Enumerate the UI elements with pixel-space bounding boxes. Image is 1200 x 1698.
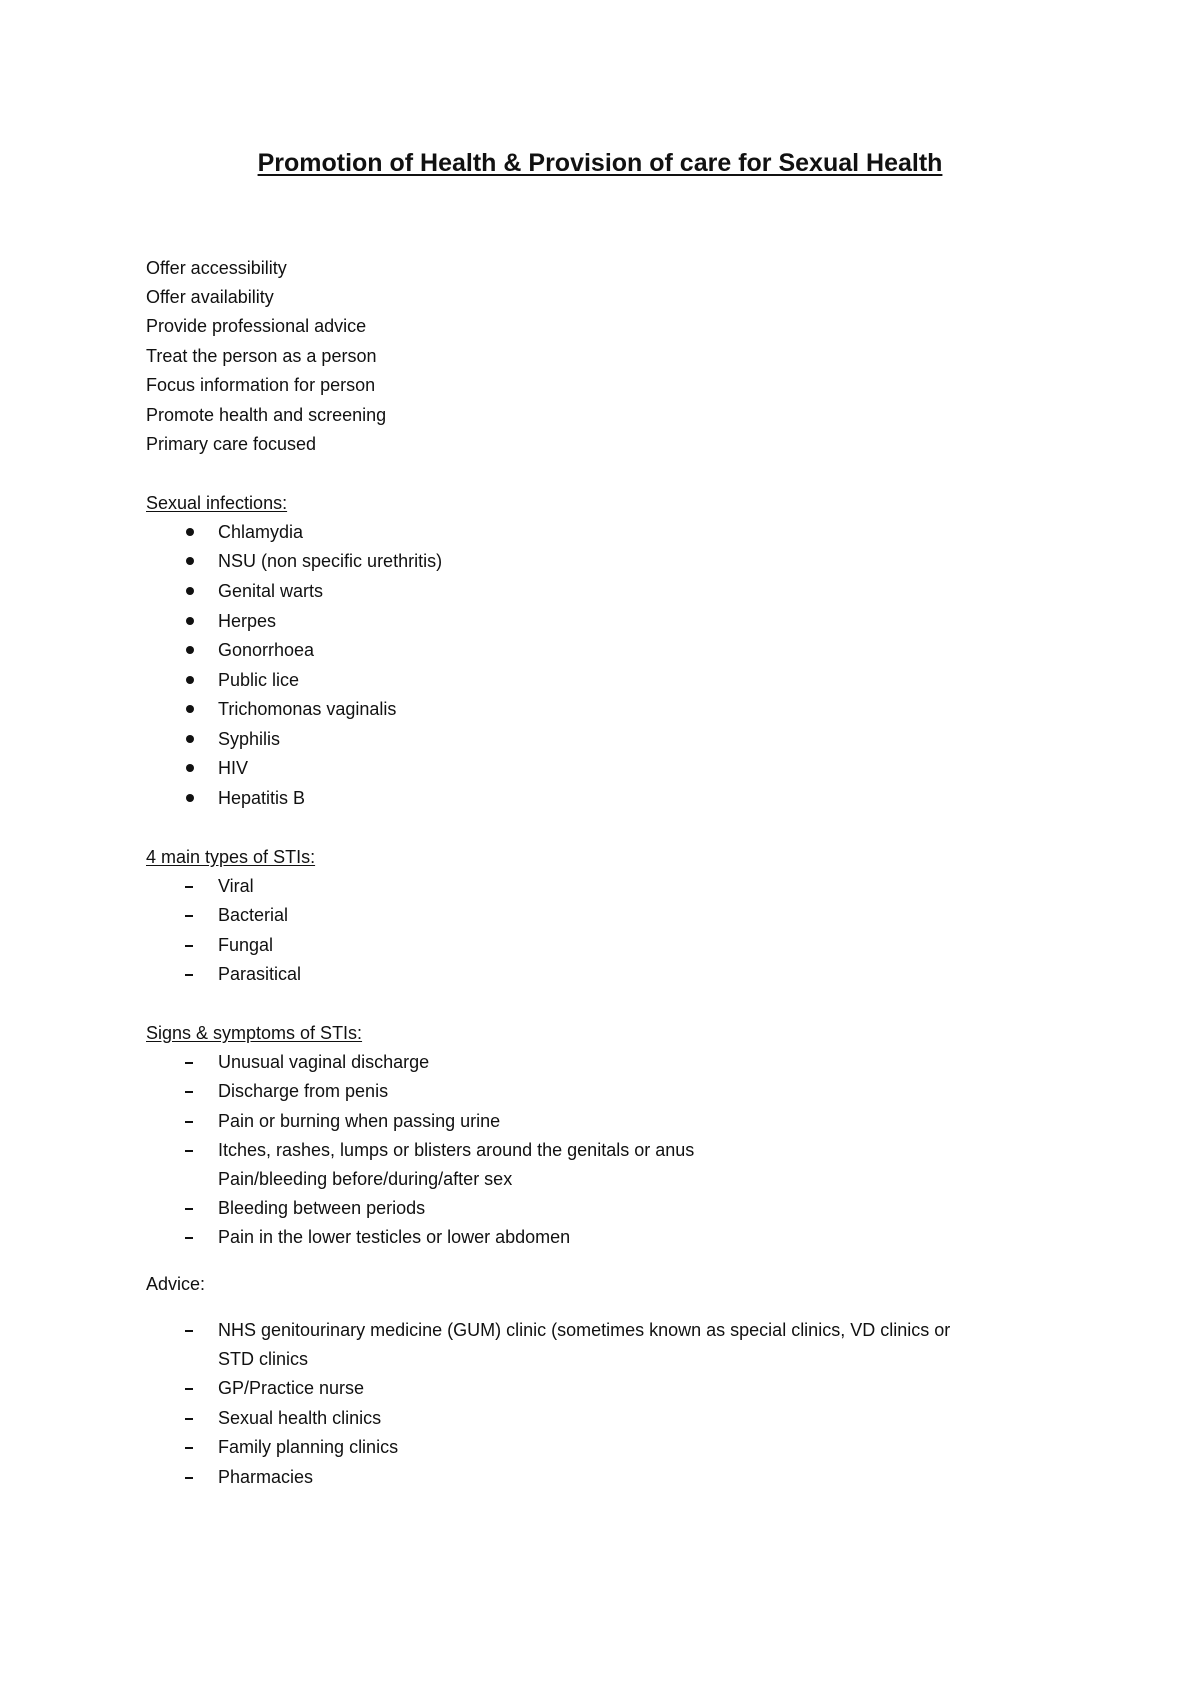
list-item: Pain/bleeding before/during/after sex [218,1169,513,1189]
dash-icon [185,1447,193,1449]
list-item: STD clinics [218,1349,309,1369]
dash-icon [185,915,193,917]
dash-icon [185,1091,193,1093]
dash-icon [185,1062,193,1064]
list-item: Trichomonas vaginalis [218,699,397,719]
list-item: Parasitical [218,964,302,984]
bullet-icon [186,587,194,595]
dash-icon [185,1150,193,1152]
list-item: Discharge from penis [218,1081,389,1101]
dash-icon [185,1330,193,1332]
section-heading-signs-symptoms: Signs & symptoms of STIs: [146,1023,363,1043]
list-item: Hepatitis B [218,788,306,808]
list-item: Sexual health clinics [218,1408,382,1428]
bullet-icon [186,528,194,536]
section-heading-sti-types: 4 main types of STIs: [146,847,316,867]
intro-line: Focus information for person [146,375,376,395]
dash-icon [185,1121,193,1123]
dash-icon [185,1477,193,1479]
document-title: Promotion of Health & Provision of care for Sexual Health [257,149,943,177]
bullet-icon [186,764,194,772]
list-item: Gonorrhoea [218,640,315,660]
intro-line: Offer accessibility [146,258,287,278]
list-item: NHS genitourinary medicine (GUM) clinic (sometimes known as special clinics, VD clinics or [218,1320,951,1340]
list-item: NSU (non specific urethritis) [218,551,443,571]
list-item: Pain or burning when passing urine [218,1111,501,1131]
list-item: Chlamydia [218,522,304,542]
intro-line: Offer availability [146,287,274,307]
list-item: Herpes [218,611,277,631]
bullet-icon [186,617,194,625]
dash-icon [185,1388,193,1390]
list-item: HIV [218,758,249,778]
list-item: Pain in the lower testicles or lower abdomen [218,1227,571,1247]
list-item: Family planning clinics [218,1437,399,1457]
list-item: Fungal [218,935,274,955]
dash-icon [185,886,193,888]
list-item: Itches, rashes, lumps or blisters around the genitals or anus [218,1140,695,1160]
intro-line: Primary care focused [146,434,317,454]
list-item: Syphilis [218,729,281,749]
dash-icon [185,974,193,976]
bullet-icon [186,676,194,684]
list-item: Bleeding between periods [218,1198,426,1218]
bullet-icon [186,735,194,743]
bullet-icon [186,646,194,654]
list-item: Public lice [218,670,300,690]
bullet-icon [186,794,194,802]
list-item: Genital warts [218,581,324,601]
dash-icon [185,1208,193,1210]
bullet-icon [186,557,194,565]
list-item: Bacterial [218,905,289,925]
section-heading-sexual-infections: Sexual infections: [146,493,288,513]
intro-line: Promote health and screening [146,405,387,425]
intro-line: Treat the person as a person [146,346,377,366]
list-item: Pharmacies [218,1467,314,1487]
list-item: GP/Practice nurse [218,1378,365,1398]
intro-line: Provide professional advice [146,316,367,336]
bullet-icon [186,705,194,713]
section-heading-advice: Advice: [146,1274,206,1294]
dash-icon [185,1237,193,1239]
dash-icon [185,945,193,947]
list-item: Unusual vaginal discharge [218,1052,430,1072]
list-item: Viral [218,876,254,896]
dash-icon [185,1418,193,1420]
